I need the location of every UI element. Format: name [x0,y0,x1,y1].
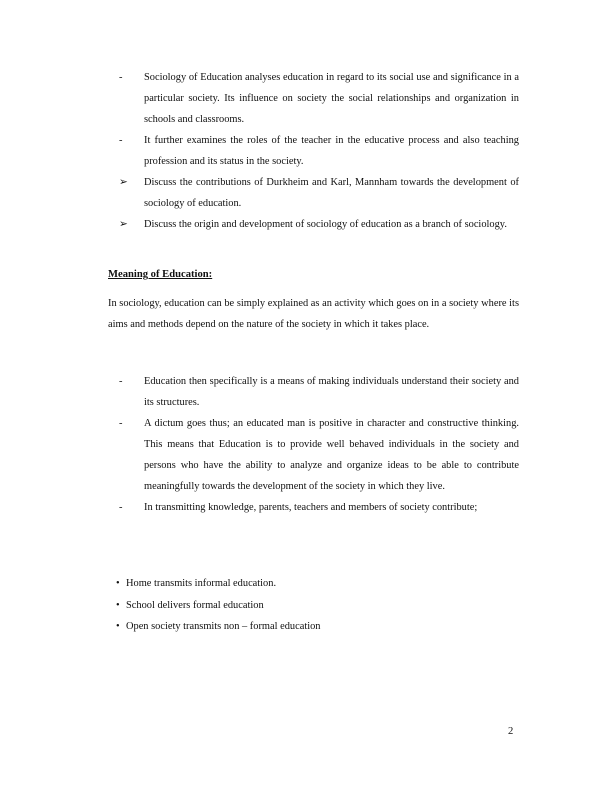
list-item-text: It further examines the roles of the teacher in the educative process and also teaching profession and its status in the society. [144,135,519,167]
dash-marker: - [119,135,123,146]
list-item [119,413,519,497]
bullet-dot-icon: • [116,621,120,632]
list-item [119,67,519,130]
list-item [119,497,519,518]
list-item-text: Discuss the origin and development of sociology of education as a branch of sociology. [144,219,507,230]
bullet-item [116,616,416,638]
dash-marker: - [119,376,123,387]
top-list [119,67,519,235]
list-item-text: A dictum goes thus; an educated man is positive in character and constructive thinking. This means that Education is to provide well behaved individuals in the society and persons who have the ability to analyze and organize ideas to be able to contribute meaningfully towards the development of the society in which they live. [144,418,519,492]
dash-marker: - [119,502,123,513]
dash-list [119,371,519,518]
bullet-item [116,595,416,617]
dash-marker: - [119,72,123,83]
bullet-item [116,573,416,595]
list-item [119,172,519,214]
list-item [119,214,519,235]
list-item [119,130,519,172]
dash-marker: - [119,418,123,429]
section-heading: Meaning of Education: [108,269,213,280]
list-item [119,371,519,413]
bullet-dot-icon: • [116,578,120,589]
arrow-bullet-icon: ➢ [119,177,128,188]
bullet-text: School delivers formal education [126,599,264,611]
bullet-text: Home transmits informal education. [126,578,277,589]
bullet-text: Open society transmits non – formal education [126,621,321,632]
list-item-text: Sociology of Education analyses education in regard to its social use and significance in a particular society. Its influence on society the social relationships and organization in schools and classrooms. [144,72,519,125]
page-number: 2 [508,726,514,737]
bullet-dot-icon: • [116,599,120,611]
list-item-text: Education then specifically is a means of making individuals understand their society and its structures. [144,376,519,408]
body-paragraph: In sociology, education can be simply explained as an activity which goes on in a society where its aims and methods depend on the nature of the society in which it takes place. [108,298,519,330]
bullet-list [116,573,416,638]
arrow-bullet-icon: ➢ [119,219,128,230]
list-item-text: Discuss the contributions of Durkheim and Karl, Mannham towards the development of sociology of education. [144,177,519,209]
list-item-text: In transmitting knowledge, parents, teachers and members of society contribute; [144,502,478,513]
